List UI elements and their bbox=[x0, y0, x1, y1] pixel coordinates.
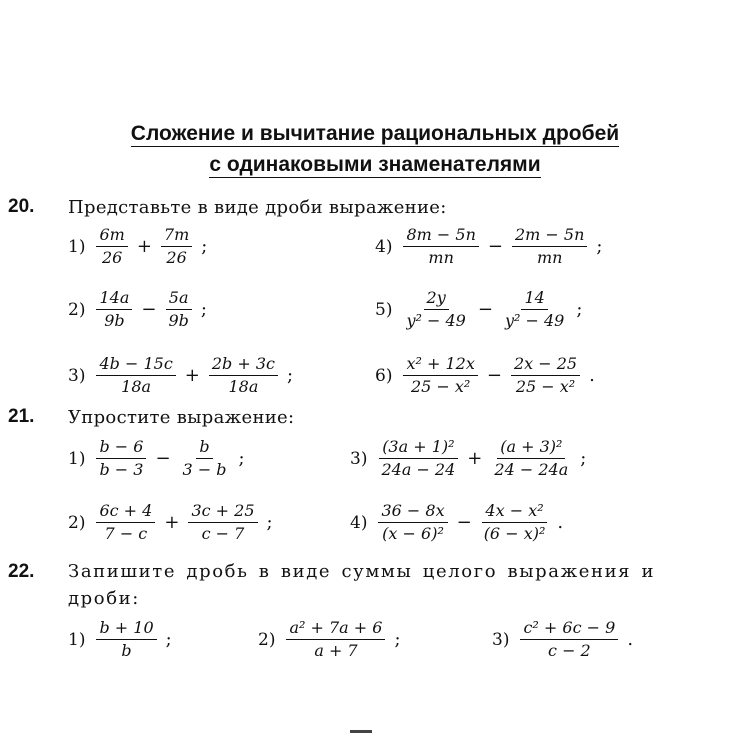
operator: − bbox=[155, 448, 171, 469]
denominator: b − 3 bbox=[99, 460, 144, 479]
denominator: 7 − c bbox=[104, 524, 148, 543]
exercise-item bbox=[68, 500, 273, 545]
exercise-item bbox=[375, 353, 595, 398]
denominator: c − 7 bbox=[201, 524, 245, 543]
punctuation: . bbox=[627, 629, 634, 650]
denominator: (6 − x)² bbox=[483, 524, 546, 543]
item-label: 2) bbox=[258, 629, 276, 650]
punctuation: ; bbox=[266, 512, 273, 533]
fraction bbox=[209, 353, 278, 398]
denominator: 26 bbox=[166, 248, 187, 267]
fraction bbox=[96, 287, 132, 332]
operator: − bbox=[456, 512, 472, 533]
section-title-line-2: с одинаковыми знаменателями bbox=[209, 153, 541, 176]
fraction bbox=[403, 353, 477, 398]
exercise-item bbox=[68, 436, 245, 481]
denominator: 24 − 24a bbox=[494, 460, 569, 479]
numerator: a² + 7a + 6 bbox=[286, 617, 385, 640]
numerator: 6c + 4 bbox=[96, 500, 155, 523]
denominator: mn bbox=[536, 248, 563, 267]
fraction bbox=[96, 224, 127, 269]
problem-task-line-1: Запишите дробь в виде суммы целого выражения и bbox=[68, 561, 656, 582]
item-label: 5) bbox=[375, 299, 393, 320]
fraction bbox=[96, 353, 175, 398]
punctuation: ; bbox=[576, 299, 583, 320]
denominator: 18a bbox=[228, 377, 259, 396]
denominator: y² − 49 bbox=[406, 311, 466, 330]
denominator: 25 − x² bbox=[515, 377, 576, 396]
numerator: x² + 12x bbox=[403, 353, 477, 376]
operator: + bbox=[184, 365, 200, 386]
numerator: 2x − 25 bbox=[511, 353, 580, 376]
denominator: 26 bbox=[101, 248, 123, 267]
fraction bbox=[403, 224, 478, 269]
numerator: 3c + 25 bbox=[188, 500, 257, 523]
operator: + bbox=[136, 236, 152, 257]
problem-task: Представьте в виде дроби выражение: bbox=[68, 197, 447, 218]
item-label: 2) bbox=[68, 512, 86, 533]
item-label: 6) bbox=[375, 365, 393, 386]
punctuation: ; bbox=[200, 299, 207, 320]
fraction bbox=[502, 287, 567, 332]
denominator: y² − 49 bbox=[504, 311, 565, 330]
punctuation: . bbox=[589, 365, 595, 386]
numerator: 14a bbox=[96, 287, 132, 310]
punctuation: . bbox=[557, 512, 564, 533]
fraction bbox=[491, 436, 571, 481]
denominator: 24a − 24 bbox=[381, 460, 456, 479]
item-label: 1) bbox=[68, 448, 86, 469]
fraction bbox=[161, 224, 192, 269]
item-label: 1) bbox=[68, 629, 86, 650]
numerator: 14 bbox=[521, 287, 547, 310]
numerator: 5a bbox=[166, 287, 192, 310]
denominator: (x − 6)² bbox=[382, 524, 444, 543]
denominator: 18a bbox=[121, 377, 152, 396]
numerator: 36 − 8x bbox=[378, 500, 447, 523]
fraction bbox=[96, 500, 155, 545]
numerator: 8m − 5n bbox=[403, 224, 478, 247]
fraction bbox=[378, 500, 447, 545]
numerator: 2m − 5n bbox=[512, 224, 587, 247]
fraction bbox=[96, 617, 156, 662]
operator: + bbox=[164, 512, 180, 533]
punctuation: ; bbox=[238, 448, 245, 469]
numerator: b − 6 bbox=[96, 436, 146, 459]
operator: + bbox=[467, 448, 483, 469]
problem-number: 21. bbox=[8, 406, 35, 427]
punctuation: ; bbox=[287, 365, 294, 386]
fraction bbox=[96, 436, 146, 481]
numerator: 7m bbox=[161, 224, 192, 247]
fraction bbox=[286, 617, 385, 662]
section-title-line-1: Сложение и вычитание рациональных дробей bbox=[130, 122, 620, 145]
fraction bbox=[481, 500, 549, 545]
exercise-item bbox=[68, 353, 293, 398]
fraction bbox=[165, 287, 191, 332]
operator: − bbox=[141, 299, 157, 320]
fraction bbox=[520, 617, 618, 662]
item-label: 2) bbox=[68, 299, 86, 320]
exercise-item bbox=[258, 617, 401, 662]
item-label: 4) bbox=[350, 512, 368, 533]
denominator: a + 7 bbox=[314, 641, 358, 660]
fraction bbox=[511, 353, 580, 398]
numerator: (a + 3)² bbox=[497, 436, 565, 459]
item-label: 3) bbox=[68, 365, 86, 386]
punctuation: ; bbox=[596, 236, 603, 257]
punctuation: ; bbox=[580, 448, 587, 469]
exercise-item bbox=[492, 617, 633, 662]
item-label: 1) bbox=[68, 236, 86, 257]
exercise-item bbox=[68, 224, 207, 269]
fraction bbox=[188, 500, 257, 545]
punctuation: ; bbox=[394, 629, 401, 650]
exercise-item bbox=[375, 287, 582, 332]
problem-task: Упростите выражение: bbox=[68, 407, 295, 428]
numerator: b bbox=[196, 436, 212, 459]
fraction bbox=[512, 224, 587, 269]
numerator: 6m bbox=[96, 224, 127, 247]
exercise-item bbox=[375, 224, 602, 269]
punctuation: ; bbox=[165, 629, 172, 650]
denominator: mn bbox=[428, 248, 454, 267]
numerator: c² + 6c − 9 bbox=[520, 617, 618, 640]
exercise-item bbox=[68, 617, 172, 662]
denominator: 9b bbox=[104, 311, 125, 330]
operator: − bbox=[487, 236, 503, 257]
problem-number: 22. bbox=[8, 561, 35, 582]
operator: − bbox=[486, 365, 502, 386]
page-number-fragment bbox=[350, 730, 372, 739]
exercise-item bbox=[350, 436, 586, 481]
numerator: 2b + 3c bbox=[209, 353, 278, 376]
item-label: 3) bbox=[492, 629, 510, 650]
item-label: 3) bbox=[350, 448, 368, 469]
numerator: 4b − 15c bbox=[96, 353, 175, 376]
denominator: 3 − b bbox=[182, 460, 227, 479]
fraction bbox=[180, 436, 230, 481]
problem-task-line-2: дроби: bbox=[68, 588, 140, 609]
fraction bbox=[403, 287, 468, 332]
numerator: 2y bbox=[424, 287, 449, 310]
numerator: (3a + 1)² bbox=[379, 436, 457, 459]
denominator: b bbox=[121, 641, 132, 660]
fraction bbox=[378, 436, 458, 481]
problem-number: 20. bbox=[8, 196, 35, 217]
punctuation: ; bbox=[201, 236, 208, 257]
denominator: 9b bbox=[168, 311, 189, 330]
operator: − bbox=[477, 299, 493, 320]
denominator: c − 2 bbox=[548, 641, 591, 660]
exercise-item bbox=[68, 287, 207, 332]
numerator: b + 10 bbox=[96, 617, 156, 640]
section-title bbox=[0, 118, 750, 180]
item-label: 4) bbox=[375, 236, 393, 257]
denominator: 25 − x² bbox=[410, 377, 471, 396]
exercise-item bbox=[350, 500, 563, 545]
numerator: 4x − x² bbox=[482, 500, 546, 523]
